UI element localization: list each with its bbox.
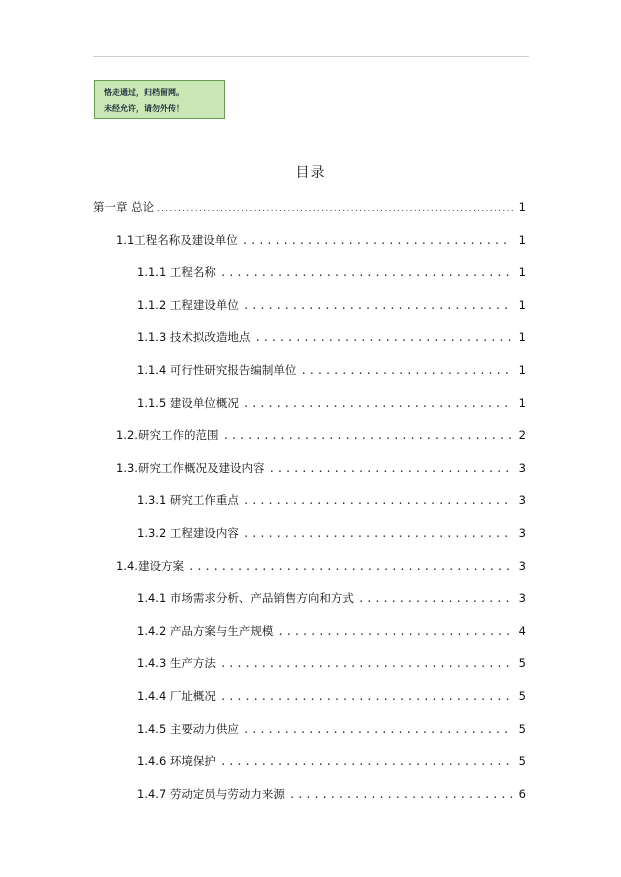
toc-leader-dots xyxy=(222,428,512,444)
toc-entry-label: 1.4.建设方案 xyxy=(116,559,184,573)
toc-entry-label: 1.4.5 主要动力供应 xyxy=(137,722,239,736)
toc-entry-page-number: 5 xyxy=(518,689,526,703)
toc-entry[interactable] xyxy=(137,395,526,411)
toc-entry[interactable] xyxy=(116,558,526,574)
toc-entry[interactable] xyxy=(137,264,526,280)
toc-entry-page-number: 2 xyxy=(518,428,526,442)
toc-entry-label: 1.3.2 工程建设内容 xyxy=(137,526,239,540)
toc-entry-label: 1.1.5 建设单位概况 xyxy=(137,396,239,410)
toc-entry[interactable] xyxy=(116,460,526,476)
toc-leader-dots xyxy=(220,689,512,705)
toc-leader-dots xyxy=(220,754,512,770)
toc-leader-dots xyxy=(243,526,512,542)
toc-entry[interactable] xyxy=(93,199,526,215)
toc-entry[interactable] xyxy=(137,362,526,378)
toc-entry-label: 1.1.2 工程建设单位 xyxy=(137,298,239,312)
toc-leader-dots xyxy=(188,559,512,575)
toc-entry-page-number: 3 xyxy=(518,591,526,605)
toc-entry[interactable] xyxy=(137,492,526,508)
toc-leader-dots xyxy=(277,624,512,640)
toc-entry-page-number: 1 xyxy=(518,233,526,247)
toc-entry[interactable] xyxy=(137,297,526,313)
toc-entry-label: 1.4.3 生产方法 xyxy=(137,656,216,670)
toc-leader-dots xyxy=(220,265,512,281)
toc-leader-dots xyxy=(243,493,512,509)
toc-entry-label: 1.4.6 环境保护 xyxy=(137,754,216,768)
toc-entry[interactable] xyxy=(137,721,526,737)
toc-entry-page-number: 1 xyxy=(518,396,526,410)
toc-entry[interactable] xyxy=(137,329,526,345)
toc-leader-dots xyxy=(358,591,512,607)
header-rule xyxy=(93,56,529,57)
toc-entry-page-number: 1 xyxy=(518,200,526,214)
toc-leader-dots xyxy=(156,201,514,217)
toc-entry[interactable] xyxy=(137,623,526,639)
toc-entry[interactable] xyxy=(116,232,526,248)
toc-entry-page-number: 1 xyxy=(518,298,526,312)
toc-entry-page-number: 4 xyxy=(518,624,526,638)
toc-entry-label: 1.1.3 技术拟改造地点 xyxy=(137,330,251,344)
toc-entry[interactable] xyxy=(137,688,526,704)
toc-entry[interactable] xyxy=(137,655,526,671)
toc-entry-label: 1.1.4 可行性研究报告编制单位 xyxy=(137,363,297,377)
toc-leader-dots xyxy=(242,233,512,249)
toc-entry-label: 第一章 总论 xyxy=(93,200,155,214)
toc-entry-page-number: 6 xyxy=(518,787,526,801)
toc-entry-page-number: 3 xyxy=(518,559,526,573)
toc-leader-dots xyxy=(268,461,512,477)
toc-entry-label: 1.4.4 厂址概况 xyxy=(137,689,216,703)
notice-line-1: 恪走通过，归档留网。 xyxy=(104,88,184,97)
toc-entry[interactable] xyxy=(137,786,526,802)
toc-entry-label: 1.1.1 工程名称 xyxy=(137,265,216,279)
toc-entry-label: 1.4.7 劳动定员与劳动力来源 xyxy=(137,787,285,801)
toc-leader-dots xyxy=(300,363,512,379)
toc-title: 目录 xyxy=(295,165,326,181)
toc-leader-dots xyxy=(243,396,512,412)
archive-notice-stamp xyxy=(94,80,225,119)
toc-entry-page-number: 5 xyxy=(518,722,526,736)
notice-line-2: 未经允许，请勿外传！ xyxy=(104,104,184,113)
toc-entry-page-number: 3 xyxy=(518,526,526,540)
toc-entry[interactable] xyxy=(137,753,526,769)
toc-entry-page-number: 3 xyxy=(518,493,526,507)
toc-entry-label: 1.2.研究工作的范围 xyxy=(116,428,219,442)
toc-leader-dots xyxy=(254,330,512,346)
toc-entry-page-number: 5 xyxy=(518,754,526,768)
toc-leader-dots xyxy=(243,298,512,314)
toc-entry-label: 1.4.2 产品方案与生产规模 xyxy=(137,624,274,638)
toc-leader-dots xyxy=(243,722,512,738)
toc-entry[interactable] xyxy=(137,525,526,541)
toc-entry-label: 1.4.1 市场需求分析、产品销售方向和方式 xyxy=(137,591,354,605)
toc-entry[interactable] xyxy=(116,427,526,443)
toc-entry-page-number: 3 xyxy=(518,461,526,475)
toc-entry-label: 1.3.1 研究工作重点 xyxy=(137,493,239,507)
toc-entry-page-number: 1 xyxy=(518,265,526,279)
toc-entry-page-number: 1 xyxy=(518,330,526,344)
toc-leader-dots xyxy=(220,656,512,672)
toc-entry[interactable] xyxy=(137,590,526,606)
toc-entry-label: 1.3.研究工作概况及建设内容 xyxy=(116,461,265,475)
toc-leader-dots xyxy=(289,787,512,803)
toc-entry-page-number: 5 xyxy=(518,656,526,670)
toc-entry-label: 1.1工程名称及建设单位 xyxy=(116,233,238,247)
toc-entry-page-number: 1 xyxy=(518,363,526,377)
